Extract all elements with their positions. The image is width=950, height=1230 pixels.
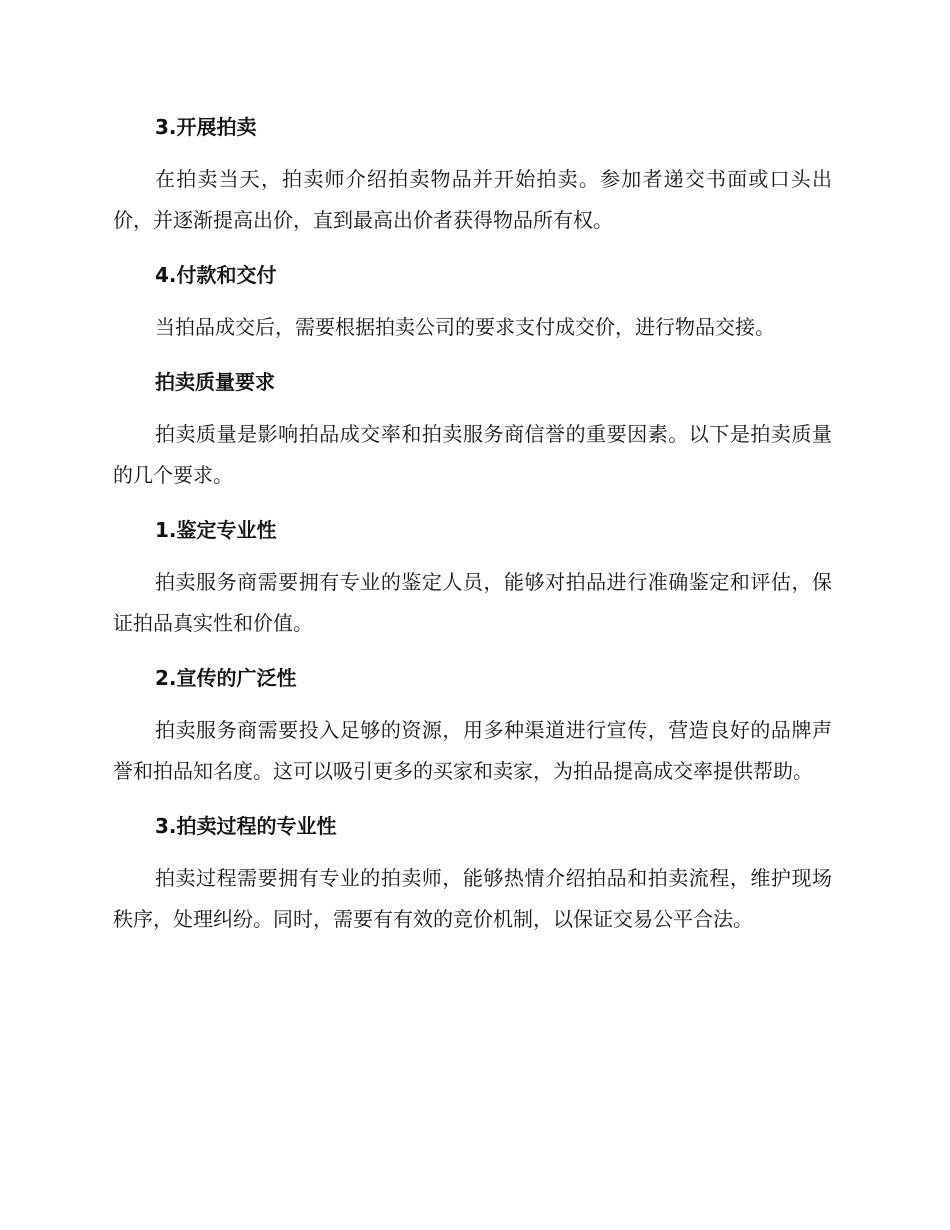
paragraph-quality-requirements: 拍卖质量是影响拍品成交率和拍卖服务商信誉的重要因素。以下是拍卖质量的几个要求。 [113, 422, 832, 487]
section-heading-quality-requirements: 拍卖质量要求 [155, 370, 275, 394]
section-heading-payment-delivery: 4.付款和交付 [155, 263, 277, 287]
section-heading-conduct-auction: 3.开展拍卖 [155, 115, 257, 139]
section-heading-auction-process: 3.拍卖过程的专业性 [155, 814, 337, 838]
paragraph-payment-delivery: 当拍品成交后，需要根据拍卖公司的要求支付成交价，进行物品交接。 [155, 315, 775, 339]
paragraph-auction-process: 拍卖过程需要拥有专业的拍卖师，能够热情介绍拍品和拍卖流程，维护现场秩序，处理纠纷。同时，需要有有效的竞价机制，以保证交易公平合法。 [113, 866, 832, 931]
section-heading-appraisal: 1.鉴定专业性 [155, 518, 277, 542]
section-heading-publicity: 2.宣传的广泛性 [155, 666, 297, 690]
paragraph-publicity: 拍卖服务商需要投入足够的资源，用多种渠道进行宣传，营造良好的品牌声誉和拍品知名度。这可以吸引更多的买家和卖家，为拍品提高成交率提供帮助。 [113, 718, 832, 783]
paragraph-appraisal: 拍卖服务商需要拥有专业的鉴定人员，能够对拍品进行准确鉴定和评估，保证拍品真实性和价值。 [113, 570, 832, 635]
paragraph-conduct-auction: 在拍卖当天，拍卖师介绍拍卖物品并开始拍卖。参加者递交书面或口头出价，并逐渐提高出价，直到最高出价者获得物品所有权。 [113, 167, 832, 232]
